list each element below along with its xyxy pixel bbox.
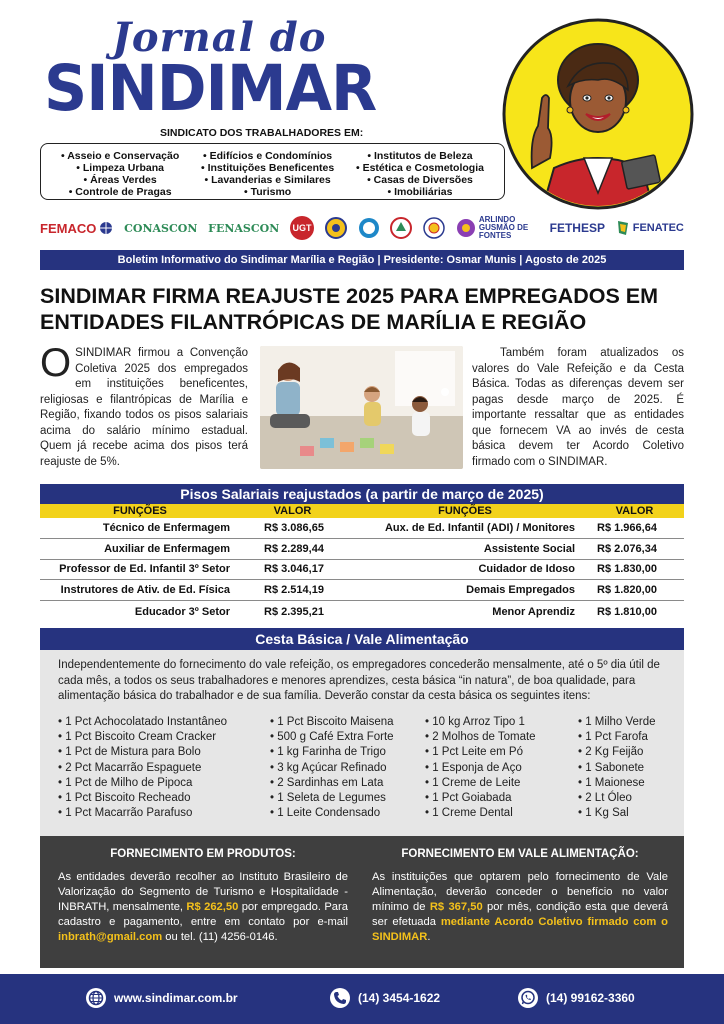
items-column-1 [58, 715, 227, 821]
agreement-highlight: mediante Acordo Coletivo firmado com o SINDIMAR [372, 916, 668, 943]
salary-table-header [40, 504, 684, 518]
category-item: • Lavanderias e Similares [204, 174, 331, 186]
supply-voucher-column [372, 848, 668, 945]
function-name: Cuidador de Idoso [478, 563, 575, 576]
fenascon-logo-text: FENASCON [208, 221, 280, 235]
list-item: • 2 Molhos de Tomate [425, 731, 536, 744]
arlindo-logo [456, 216, 539, 240]
list-item: • 1 Pct Biscoito Recheado [58, 792, 191, 805]
list-item: • 1 Seleta de Legumes [270, 792, 386, 805]
supply-products-text [58, 870, 348, 945]
list-item: • 1 Esponja de Aço [425, 761, 522, 774]
masthead-top: Jornal do [112, 14, 327, 61]
list-item: • 2 Sardinhas em Lata [270, 776, 384, 789]
email-link[interactable]: inbrath@gmail.com [58, 931, 163, 943]
bulletin-bar: Boletim Informativo do Sindimar Marília e Região | Presidente: Osmar Munis | Agosto de 2025 [40, 250, 684, 270]
table-row [40, 518, 684, 539]
table-row [40, 580, 684, 601]
list-item: • 1 Leite Condensado [270, 807, 381, 820]
category-item: • Instituições Beneficentes [201, 162, 335, 174]
category-item: • Áreas Verdes [83, 174, 157, 186]
list-item: • 1 Pct Biscoito Cream Cracker [58, 731, 217, 744]
items-column-3 [425, 715, 536, 821]
text-fragment: por mês, condição esta que deverá ser efetuada [372, 901, 668, 928]
article-left-text: SINDIMAR firmou a Convenção Coletiva 2025 dos empregados em instituições beneficentes, religiosas e filantrópicas de Marília e Região, fixando todos os pisos salariais acima do salário mínimo estadual. Quem já recebe acima dos pisos terá reajuste de 5%. [40, 347, 248, 468]
map-icon [616, 219, 630, 237]
salary-value: R$ 3.086,65 [264, 521, 324, 534]
function-name: Técnico de Enfermagem [102, 521, 230, 534]
list-item: • 1 Pct Macarrão Parafuso [58, 807, 193, 820]
phone-link[interactable] [330, 988, 440, 1008]
femaco-logo-text: FEMACO [40, 220, 97, 236]
salary-table-title: Pisos Salariais reajustados (a partir de março de 2025) [40, 484, 684, 504]
masthead-title: SINDIMAR [44, 52, 377, 126]
phone-icon [330, 988, 350, 1008]
conascon-logo-text: CONASCON [124, 221, 198, 235]
supply-section [40, 836, 684, 968]
category-item: • Limpeza Urbana [76, 162, 164, 174]
fenatec-logo [616, 219, 684, 237]
list-item: • 1 Pct de Milho de Pipoca [58, 776, 193, 789]
list-item: • 1 Pct de Mistura para Bolo [58, 746, 201, 759]
phone-text: (14) 3454-1622 [358, 991, 441, 1005]
fethesp-logo-text: FETHESP [549, 221, 605, 235]
function-name: Menor Aprendiz [492, 605, 575, 618]
supply-voucher-title: FORNECIMENTO EM VALE ALIMENTAÇÃO: [401, 848, 639, 860]
website-link[interactable] [86, 988, 238, 1008]
salary-table [40, 504, 684, 622]
text-fragment: ou tel. (11) 4256-0146. [162, 931, 278, 943]
globe-icon [86, 988, 106, 1008]
cesta-basica-section [40, 650, 684, 836]
salary-value: R$ 2.076,34 [597, 542, 657, 555]
emblem-icon [325, 217, 347, 239]
emblem-icon [423, 217, 445, 239]
article-photo [260, 346, 463, 469]
headline: SINDIMAR FIRMA REAJUSTE 2025 PARA EMPREGADOS EM ENTIDADES FILANTRÓPICAS DE MARÍLIA E REGIÃO [40, 284, 659, 334]
items-column-2 [270, 715, 394, 821]
globe-icon [99, 221, 113, 235]
list-item: • 1 Maionese [578, 776, 645, 789]
amount-highlight: R$ 262,50 [186, 901, 239, 913]
partner-logos [40, 210, 684, 246]
emblem-logo-3 [390, 217, 412, 239]
emblem-icon [358, 217, 380, 239]
list-item: • 1 Sabonete [578, 761, 645, 774]
footer [0, 974, 724, 1024]
list-item: • 1 Milho Verde [578, 716, 656, 728]
header-funcoes-right: FUNÇÕES [438, 505, 492, 517]
dropcap: O [40, 341, 72, 385]
text-fragment: As entidades deverão recolher ao Instituto Brasileiro de Valorização do Segmento de Turismo e Hospitalidade - INBRATH, mensalmente, [58, 871, 348, 913]
whatsapp-link[interactable] [518, 988, 635, 1008]
items-column-4 [578, 715, 656, 821]
list-item: • 10 kg Arroz Tipo 1 [425, 716, 525, 728]
list-item: • 1 Pct Achocolatado Instantâneo [58, 716, 227, 728]
text-fragment: . [427, 931, 431, 943]
whatsapp-icon [518, 988, 538, 1008]
category-item: • Turismo [243, 186, 292, 198]
website-text: www.sindimar.com.br [114, 991, 238, 1005]
femaco-logo [40, 221, 113, 236]
function-name: Aux. de Ed. Infantil (ADI) / Monitores [384, 521, 575, 534]
salary-value: R$ 1.830,00 [597, 563, 657, 576]
function-name: Professor de Ed. Infantil 3º Setor [59, 563, 230, 576]
list-item: • 2 Lt Óleo [578, 792, 632, 805]
category-item: • Institutos de Beleza [367, 150, 473, 162]
table-row [40, 601, 684, 622]
function-name: Educador 3º Setor [134, 605, 230, 618]
ugt-logo [290, 216, 314, 240]
emblem-icon [390, 217, 412, 239]
list-item: • 1 Creme Dental [425, 807, 513, 820]
fethesp-logo [550, 221, 605, 235]
cesta-basica-title: Cesta Básica / Vale Alimentação [40, 628, 684, 650]
emblem-logo-1 [325, 217, 347, 239]
cesta-intro-text: Independentemente do fornecimento do vale refeição, os empregadores concederão mensalmente, até o 5º dia útil de cada mês, a todos os seus trabalhadores e menores aprendizes, cesta básica “in natura”, de boa qualidade, para alimentação básica do trabalhador e de sua família. Deverão constar da cesta básica os seguintes itens: [58, 659, 660, 702]
fenascon-logo [208, 222, 279, 235]
salary-value: R$ 1.810,00 [597, 605, 657, 618]
category-item: • Casas de Diversões [367, 174, 473, 186]
category-item: • Edifícios e Condomínios [203, 150, 333, 162]
salary-value: R$ 3.046,17 [264, 563, 324, 576]
article-left-column [40, 341, 248, 470]
salary-value: R$ 1.966,64 [597, 521, 657, 534]
list-item: • 1 Pct Farofa [578, 731, 648, 744]
salary-value: R$ 2.289,44 [264, 542, 324, 555]
header [0, 0, 724, 210]
whatsapp-text: (14) 99162-3360 [546, 991, 635, 1005]
categories-column-3 [356, 150, 484, 198]
union-subtitle: SINDICATO DOS TRABALHADORES EM: [160, 127, 364, 139]
list-item: • 1 Kg Sal [578, 807, 629, 820]
categories-column-1 [61, 150, 179, 198]
header-funcoes-left: FUNÇÕES [113, 505, 167, 517]
function-name: Assistente Social [483, 542, 575, 555]
list-item: • 2 Kg Feijão [578, 746, 644, 759]
table-row [40, 539, 684, 560]
article-right-column: Também foram atualizados os valores do Vale Refeição e da Cesta Básica. Todas as diferenças devem ser pagas desde março de 2025. É importante ressaltar que as entidades que fornecem VA ao invés de cesta básica devem ter Acordo Coletivo firmado com o SINDIMAR. [472, 347, 684, 468]
amount-highlight: R$ 367,50 [429, 901, 483, 913]
supply-products-title: FORNECIMENTO EM PRODUTOS: [110, 848, 296, 860]
list-item: • 1 Pct Leite em Pó [425, 746, 523, 759]
text-fragment: por empregado. Para cadastro e pagamento, entre em contato por e-mail [58, 901, 348, 928]
emblem-logo-4 [423, 217, 445, 239]
list-item: • 2 Pct Macarrão Espaguete [58, 761, 202, 774]
function-name: Instrutores de Ativ. de Ed. Física [60, 584, 230, 597]
supply-products-column [58, 848, 348, 945]
salary-value: R$ 1.820,00 [597, 584, 657, 597]
text-fragment: As instituições que optarem pelo fornecimento de Vale Alimentação, deverão conceder o benefício no valor mínimo de [372, 871, 668, 913]
flower-icon [456, 218, 476, 238]
list-item: • 1 Pct Goiabada [425, 792, 512, 805]
conascon-logo [124, 222, 197, 235]
category-item: • Asseio e Conservação [61, 150, 180, 162]
category-item: • Controle de Pragas [68, 186, 172, 198]
categories-column-2 [201, 150, 334, 198]
function-name: Demais Empregados [466, 584, 575, 597]
list-item: • 1 Pct Biscoito Maisena [270, 716, 394, 728]
list-item: • 500 g Café Extra Forte [270, 731, 394, 744]
list-item: • 1 kg Farinha de Trigo [270, 746, 386, 759]
ugt-logo-text: UGT [290, 216, 314, 240]
header-valor-left: VALOR [273, 505, 312, 517]
supply-voucher-text [372, 870, 668, 945]
emblem-logo-2 [358, 217, 380, 239]
category-item: • Imobiliárias [387, 186, 453, 198]
salary-value: R$ 2.514,19 [264, 584, 324, 597]
list-item: • 3 kg Açúcar Refinado [270, 761, 387, 774]
mascot-illustration [502, 18, 694, 210]
arlindo-logo-text: ARLINDO GUSMÃO DE FONTES [478, 215, 529, 240]
list-item: • 1 Creme de Leite [425, 776, 521, 789]
table-row [40, 560, 684, 581]
header-valor-right: VALOR [615, 505, 654, 517]
fenatec-logo-text: FENATEC [632, 222, 684, 234]
categories-box [40, 143, 505, 200]
salary-value: R$ 2.395,21 [264, 605, 324, 618]
category-item: • Estética e Cosmetologia [356, 162, 484, 174]
function-name: Auxiliar de Enfermagem [104, 542, 230, 555]
